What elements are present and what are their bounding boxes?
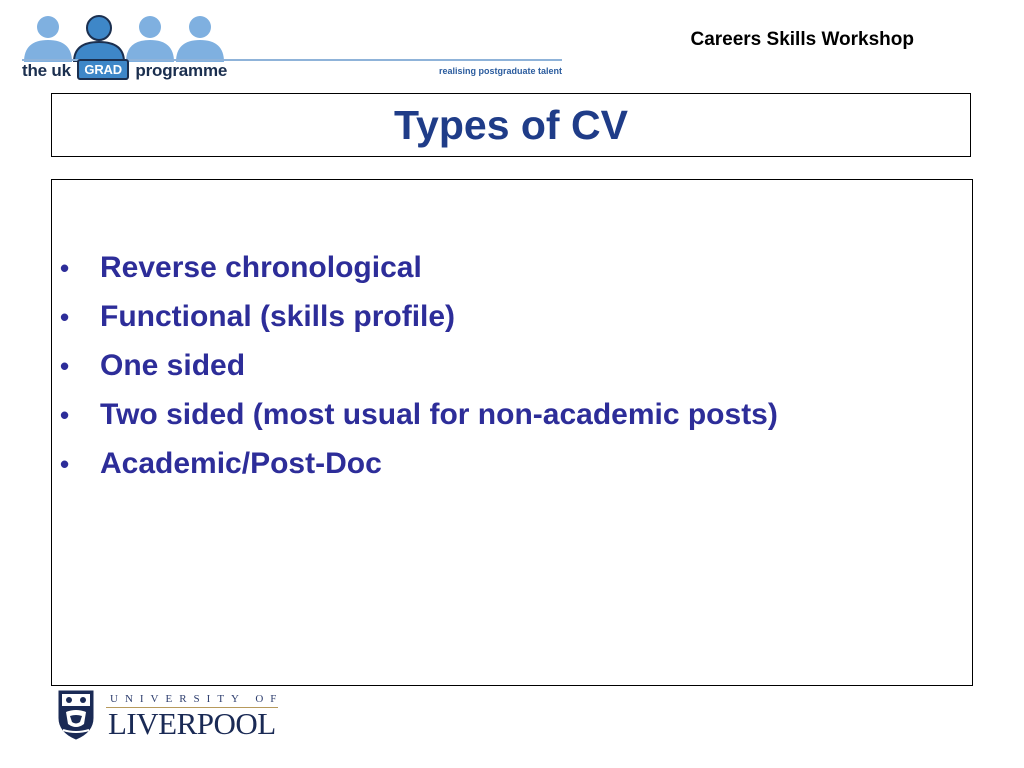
university-name: LIVERPOOL bbox=[108, 706, 276, 741]
bullet-icon: • bbox=[60, 400, 70, 430]
logo-tagline: realising postgraduate talent bbox=[438, 66, 562, 76]
bullet-icon: • bbox=[60, 302, 70, 332]
title-box bbox=[51, 93, 971, 157]
bullet-item bbox=[52, 444, 778, 493]
logo-wordmark bbox=[22, 61, 227, 82]
bullet-list bbox=[52, 248, 778, 493]
university-crest-icon bbox=[58, 690, 94, 740]
ukgrad-logo bbox=[22, 14, 567, 86]
bullet-item bbox=[52, 346, 778, 395]
bullet-text: Two sided (most usual for non-academic posts) bbox=[100, 398, 778, 431]
bullet-item bbox=[52, 297, 778, 346]
bullet-text: One sided bbox=[100, 349, 246, 382]
logo-prefix: the uk bbox=[22, 61, 71, 80]
bullet-item bbox=[52, 248, 778, 297]
logo-grad-badge: GRAD bbox=[77, 59, 128, 80]
people-icon bbox=[22, 14, 232, 62]
content-box bbox=[51, 179, 973, 686]
bullet-item bbox=[52, 395, 778, 444]
bullet-icon: • bbox=[60, 351, 70, 381]
bullet-icon: • bbox=[60, 253, 70, 283]
bullet-icon: • bbox=[60, 449, 70, 479]
bullet-text: Reverse chronological bbox=[100, 251, 422, 284]
workshop-title: Careers Skills Workshop bbox=[690, 29, 914, 50]
university-of-label: UNIVERSITY OF bbox=[110, 693, 284, 705]
bullet-text: Academic/Post-Doc bbox=[100, 447, 382, 480]
slide-title: Types of CV bbox=[394, 102, 628, 148]
university-logo bbox=[58, 690, 288, 746]
logo-suffix: programme bbox=[135, 61, 228, 80]
bullet-text: Functional (skills profile) bbox=[100, 300, 456, 333]
